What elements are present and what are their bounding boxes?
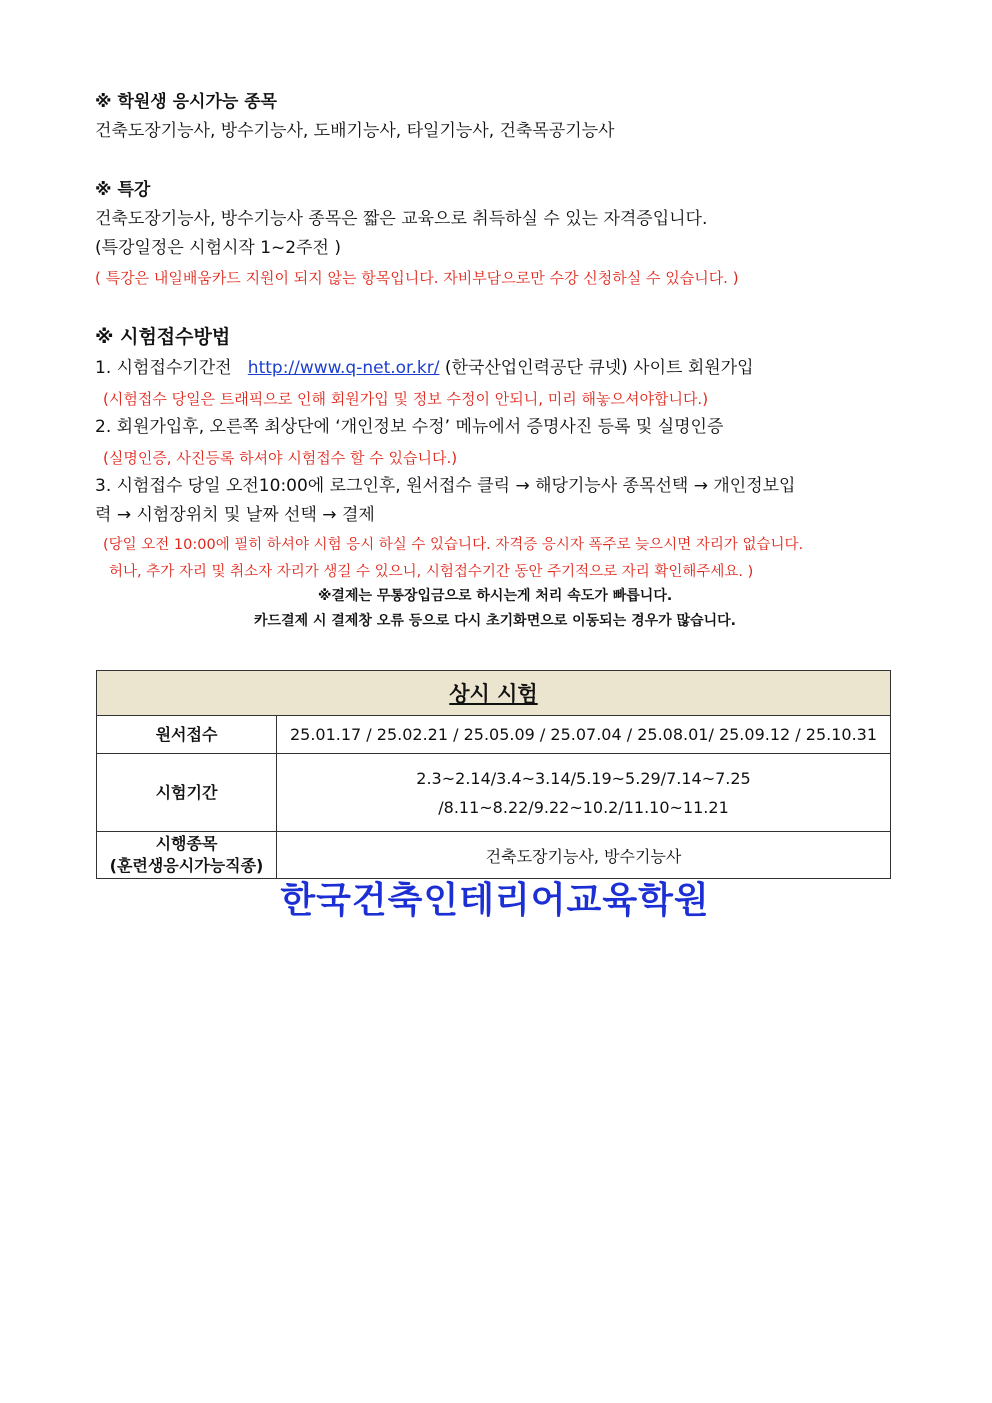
step1-suffix: (한국산업인력공단 큐넷) 사이트 회원가입 <box>444 358 754 378</box>
exam-schedule-table <box>96 670 891 879</box>
row-value-items: 건축도장기능사, 방수기능사 <box>277 832 891 879</box>
exam-period-line-1: 2.3~2.14/3.4~3.14/5.19~5.29/7.14~7.25 <box>416 768 751 788</box>
row-label-exam-period: 시험기간 <box>97 754 277 832</box>
row-value-application: 25.01.17 / 25.02.21 / 25.05.09 / 25.07.04 / 25.08.01/ 25.09.12 / 25.10.31 <box>277 716 891 754</box>
row-label-application: 원서접수 <box>97 716 277 754</box>
payment-note-2: 카드결제 시 결제창 오류 등으로 다시 초기화면으로 이동되는 경우가 많습니다. <box>254 613 736 629</box>
academy-items-text: 건축도장기능사, 방수기능사, 도배기능사, 타일기능사, 건축목공기능사 <box>95 121 615 141</box>
payment-note-1: ※결제는 무통장입금으로 하시는게 처리 속도가 빠릅니다. <box>317 588 673 604</box>
method-step-3-note-2: 허나, 추가 자리 및 취소자 자리가 생길 수 있으니, 시험접수기간 동안 주기적으로 자리 확인해주세요. ) <box>109 564 754 580</box>
special-text-1: 건축도장기능사, 방수기능사 종목은 짧은 교육으로 취득하실 수 있는 자격증입니다. <box>95 209 708 229</box>
method-step-2: 2. 회원가입후, 오른쪽 최상단에 ‘개인정보 수정’ 메뉴에서 증명사진 등록 및 실명인증 <box>95 417 724 437</box>
items-label-line-1: 시행종목 <box>155 834 218 853</box>
method-step-2-note: (실명인증, 사진등록 하셔야 시험접수 할 수 있습니다.) <box>103 449 458 467</box>
row-value-exam-period <box>277 754 891 832</box>
items-label-line-2: (훈련생응시가능직종) <box>109 856 264 875</box>
table-row <box>97 754 891 832</box>
method-heading: ※ 시험접수방법 <box>95 326 231 348</box>
table-header-row <box>97 671 891 716</box>
method-step-1 <box>95 356 754 380</box>
academy-items-heading: ※ 학원생 응시가능 종목 <box>95 92 278 112</box>
special-heading: ※ 특강 <box>95 180 151 200</box>
step1-prefix: 1. 시험접수기간전 <box>95 358 232 378</box>
method-step-1-note: (시험접수 당일은 트래픽으로 인해 회원가입 및 정보 수정이 안되니, 미리 해놓으셔야합니다.) <box>103 390 709 408</box>
method-step-3-note-1: (당일 오전 10:00에 필히 하셔야 시험 응시 하실 수 있습니다. 자격증 응시자 폭주로 늦으시면 자리가 없습니다. <box>103 537 804 553</box>
method-step-3-line-1: 3. 시험접수 당일 오전10:00에 로그인후, 원서접수 클릭 → 해당기능사 종목선택 → 개인정보입 <box>95 476 796 496</box>
method-step-3-line-2: 력 → 시험장위치 및 날짜 선택 → 결제 <box>95 505 375 525</box>
special-text-2: (특강일정은 시험시작 1~2주전 ) <box>95 238 341 258</box>
special-note: ( 특강은 내일배움카드 지원이 되지 않는 항목입니다. 자비부담으로만 수강 신청하실 수 있습니다. ) <box>95 269 739 287</box>
exam-period-line-2: /8.11~8.22/9.22~10.2/11.10~11.21 <box>438 797 729 817</box>
academy-name: 한국건축인테리어교육학원 <box>280 880 710 921</box>
table-row <box>97 716 891 754</box>
table-title: 상시 시험 <box>97 671 891 716</box>
qnet-link[interactable]: http://www.q-net.or.kr/ <box>247 358 440 378</box>
